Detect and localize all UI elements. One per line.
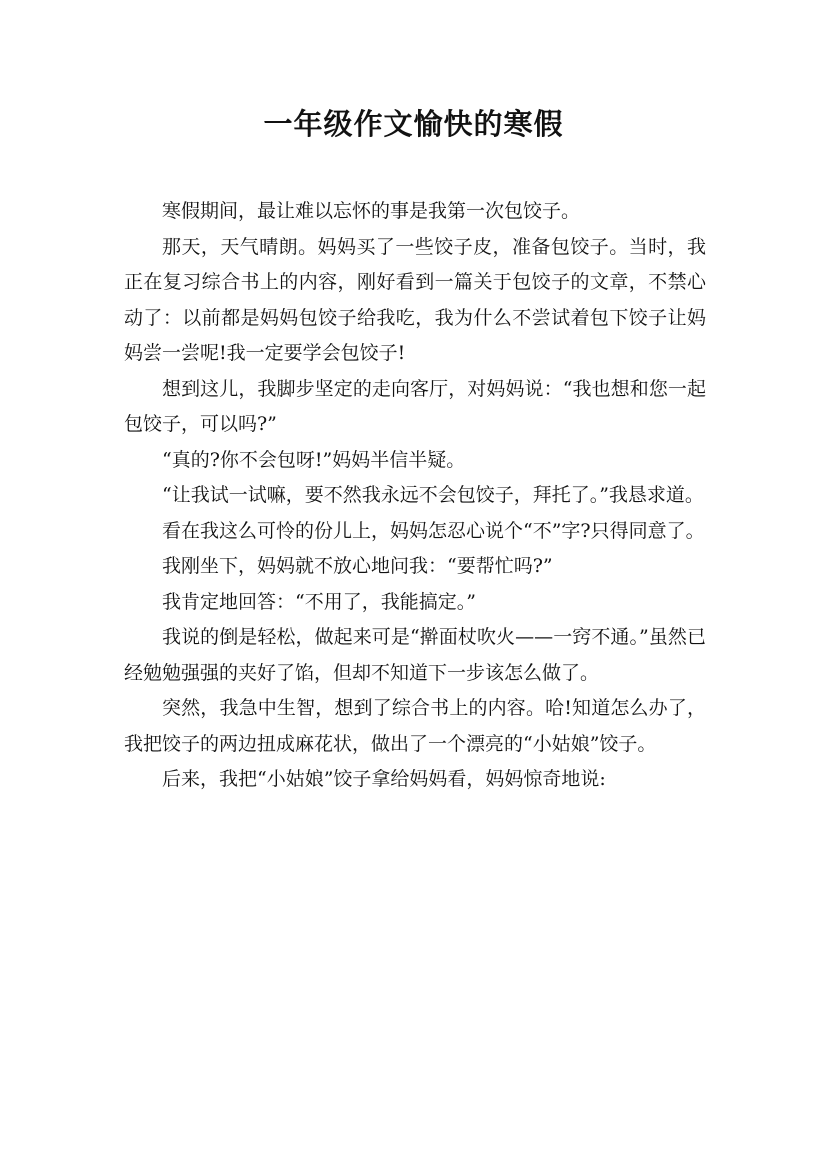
paragraph: 突然，我急中生智，想到了综合书上的内容。哈!知道怎么办了，我把饺子的两边扭成麻花状，做出了一个漂亮的“小姑娘”饺子。 — [124, 697, 706, 755]
paragraph: 那天，天气晴朗。妈妈买了一些饺子皮，准备包饺子。当时，我正在复习综合书上的内容，刚好看到一篇关于包饺子的文章，不禁心动了：以前都是妈妈包饺子给我吃，我为什么不尝试着包下饺子让妈妈尝一尝呢!我一定要学会包饺子! — [124, 235, 706, 364]
paragraph: “真的?你不会包呀!”妈妈半信半疑。 — [162, 448, 466, 471]
document-body — [124, 194, 706, 798]
paragraph: 寒假期间，最让难以忘怀的事是我第一次包饺子。 — [162, 200, 581, 222]
paragraph: 我肯定地回答：“不用了，我能搞定。” — [162, 590, 476, 613]
paragraph: 后来，我把“小姑娘”饺子拿给妈妈看，妈妈惊奇地说: — [162, 768, 606, 790]
paragraph: 看在我这么可怜的份儿上，妈妈怎忍心说个“不”字?只得同意了。 — [162, 519, 705, 542]
paragraph: 我刚坐下，妈妈就不放心地问我：“要帮忙吗?” — [162, 555, 553, 577]
paragraph: 我说的倒是轻松，做起来可是“擀面杖吹火——一窍不通。”虽然已经勉勉强强的夹好了馅，但却不知道下一步该怎么做了。 — [124, 626, 706, 684]
paragraph: “让我试一试嘛，要不然我永远不会包饺子，拜托了。”我恳求道。 — [162, 484, 704, 506]
document-title: 一年级作文愉快的寒假 — [263, 107, 564, 141]
paragraph: 想到这儿，我脚步坚定的走向客厅，对妈妈说：“我也想和您一起包饺子，可以吗?” — [124, 377, 706, 435]
